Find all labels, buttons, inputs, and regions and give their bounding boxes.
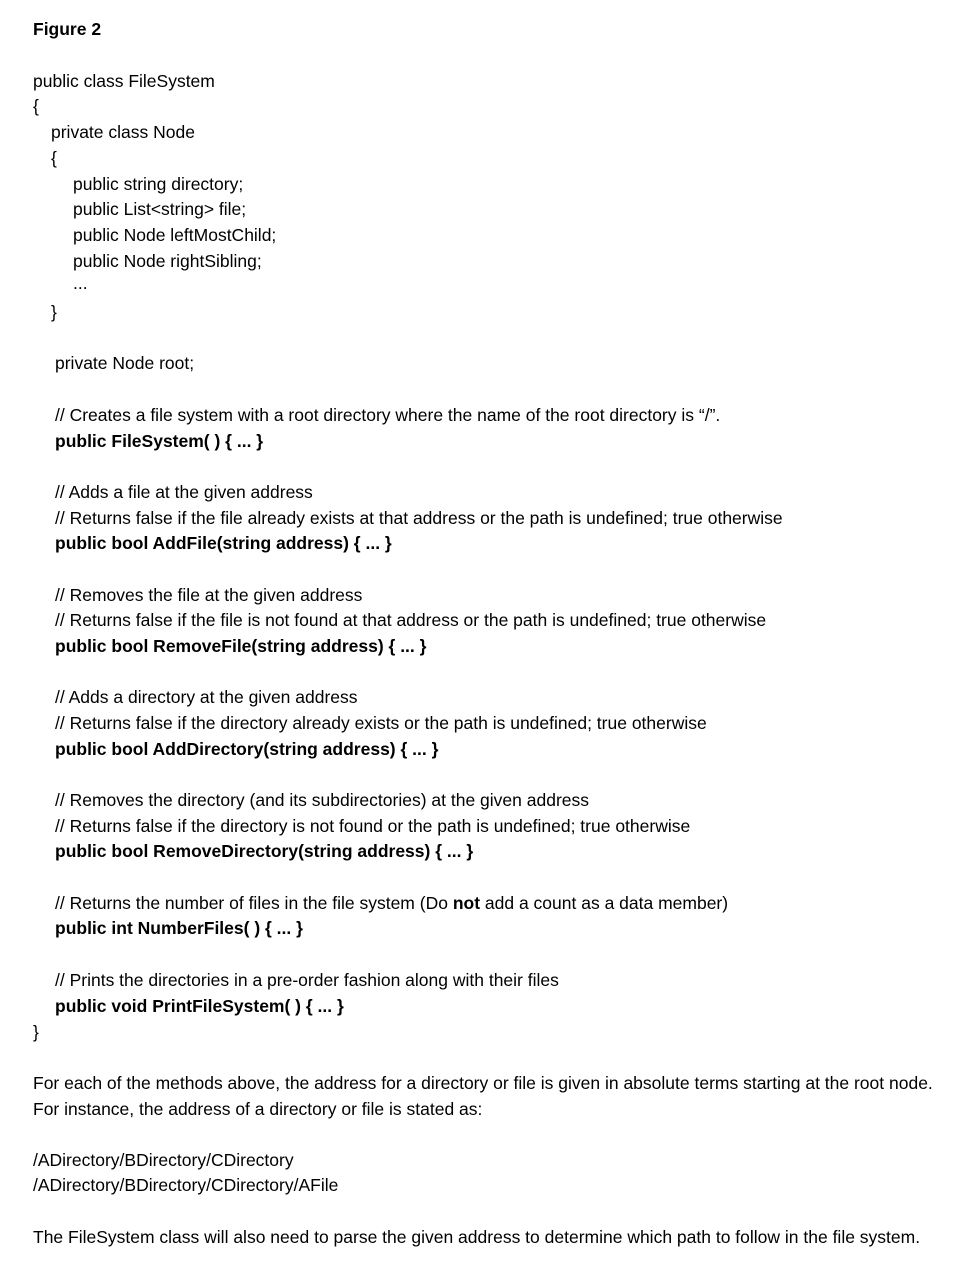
removefile-signature: public bool RemoveFile(string address) { ... }: [55, 636, 427, 656]
figure-title: Figure 2: [33, 19, 102, 39]
printfilesystem-signature: public void PrintFileSystem( ) { ... }: [55, 996, 344, 1016]
node-open-brace: {: [51, 148, 57, 168]
class-close-brace: }: [33, 1022, 39, 1042]
numberfiles-comment: [55, 892, 728, 914]
adddirectory-comment-1: // Adds a directory at the given address: [55, 687, 358, 707]
field-directory: public string directory;: [73, 174, 244, 194]
numberfiles-comment-post: add a count as a data member): [480, 893, 729, 913]
numberfiles-comment-pre: // Returns the number of files in the file system (Do: [55, 893, 453, 913]
constructor-signature: public FileSystem( ) { ... }: [55, 431, 264, 451]
removedirectory-signature: public bool RemoveDirectory(string address) { ... }: [55, 841, 474, 861]
example-address-directory: /ADirectory/BDirectory/CDirectory: [33, 1150, 294, 1170]
class-open-brace: {: [33, 96, 39, 116]
addfile-comment-1: // Adds a file at the given address: [55, 482, 313, 502]
removefile-comment-1: // Removes the file at the given address: [55, 585, 363, 605]
node-class-declaration: private class Node: [51, 122, 195, 142]
removedirectory-comment-2: // Returns false if the directory is not found or the path is undefined; true otherwise: [55, 816, 691, 836]
removefile-comment-2: // Returns false if the file is not found at that address or the path is undefined; true otherwise: [55, 610, 767, 630]
addfile-comment-2: // Returns false if the file already exists at that address or the path is undefined; true otherwise: [55, 508, 783, 528]
field-left-most-child: public Node leftMostChild;: [73, 225, 277, 245]
field-right-sibling: public Node rightSibling;: [73, 251, 262, 271]
adddirectory-comment-2: // Returns false if the directory already exists or the path is undefined; true otherwise: [55, 713, 707, 733]
numberfiles-comment-emphasis: not: [452, 893, 481, 913]
adddirectory-signature: public bool AddDirectory(string address) { ... }: [55, 739, 439, 759]
closing-paragraph: The FileSystem class will also need to parse the given address to determine which path to follow in the file system.: [33, 1227, 921, 1247]
root-declaration: private Node root;: [55, 353, 195, 373]
class-declaration: public class FileSystem: [33, 71, 215, 91]
example-address-file: /ADirectory/BDirectory/CDirectory/AFile: [33, 1175, 339, 1195]
field-file: public List<string> file;: [73, 199, 247, 219]
addfile-signature: public bool AddFile(string address) { ... }: [55, 533, 392, 553]
removedirectory-comment-1: // Removes the directory (and its subdirectories) at the given address: [55, 790, 589, 810]
address-explanation-paragraph: For each of the methods above, the address for a directory or file is given in absolute terms starting at the root node. For instance, the address of a directory or file is stated as:: [33, 1073, 933, 1119]
constructor-comment: // Creates a file system with a root directory where the name of the root directory is “/”.: [55, 405, 721, 425]
field-ellipsis: ...: [73, 273, 88, 293]
numberfiles-signature: public int NumberFiles( ) { ... }: [55, 918, 303, 938]
printfilesystem-comment: // Prints the directories in a pre-order fashion along with their files: [55, 970, 559, 990]
node-close-brace: }: [51, 302, 57, 322]
